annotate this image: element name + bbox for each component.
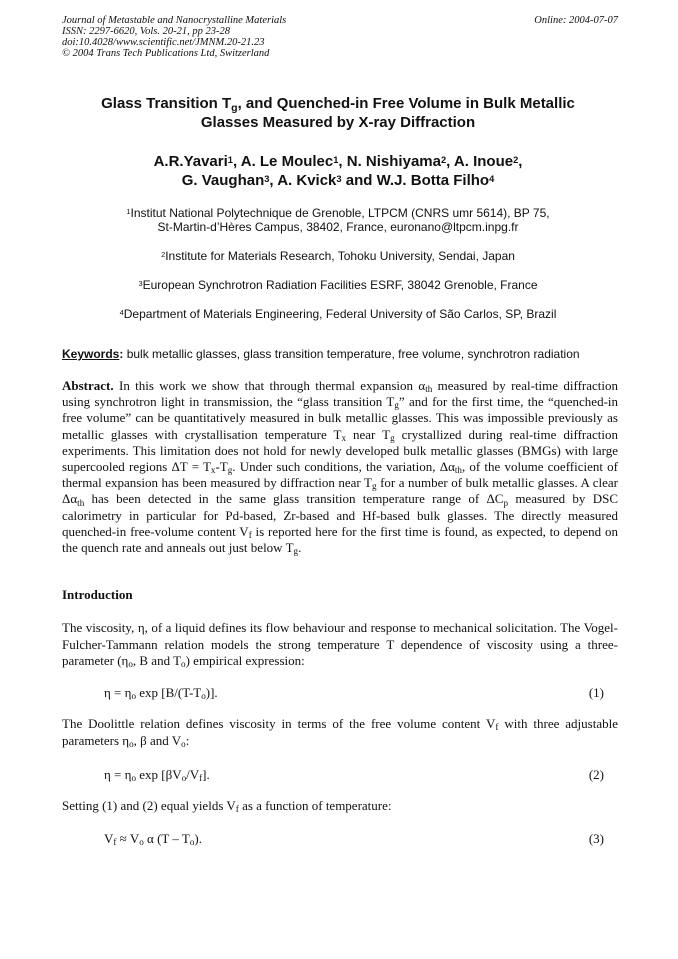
affiliation-4: $^4$Department of Materials Engineering, Federal University of São Carlos, SP, Brazil: [119, 307, 557, 321]
doi-line: doi:10.4028/www.scientific.net/JMNM.20-21.23: [62, 37, 265, 48]
keywords-label: Keywords: [62, 347, 120, 361]
abstract: Abstract. In this work we show that through thermal expansion $\alpha_{th}$ measured by real-time diffraction using synchrotron light in transmission, the “glass transition $T_g$” and for the first time, the “quenched-in free volume” can be quantitatively measured in bulk metallic glasses. This was impossible previously as metallic glasses with crystallisation temperature $T_x$ near $T_g$ crystallized during real-time diffraction experiments. This limitation does not hold for newly developed bulk metallic glasses (BMGs) with large supercooled regions $\Delta T = T_x-T_g$. Under such conditions, the variation, $\Delta\alpha_{th}$, of the volume coefficient of thermal expansion has been measured by diffraction near $T_g$ for a number of bulk metallic glasses. A clear $\Delta\alpha_{th}$ has been detected in the same glass transition temperature range of $\Delta C_p$ measured by DSC calorimetry in particular for Pd-based, Zr-based and Hf-based bulk glasses. The directly measured quenched-in free-volume content $V_f$ is reported here for the first time is found, as expected, to depend on the quench rate and anneals out just below $T_g$.: [62, 378, 619, 557]
equation-number: (3): [588, 831, 604, 846]
abstract-label: Abstract.: [62, 378, 114, 393]
affiliation-1: $^1$Institut National Polytechnique de Grenoble, LTPCM (CNRS umr 5614), BP 75, St-Martin-d’Hères Campus, 38402, France, euronano@ltpcm.inpg.fr: [126, 206, 550, 234]
keywords-text: bulk metallic glasses, glass transition temperature, free volume, synchrotron radiation: [123, 347, 580, 361]
journal-name: Journal of Metastable and Nanocrystalline Materials: [62, 15, 287, 26]
affiliation-3: $^3$European Synchrotron Radiation Facilities ESRF, 38042 Grenoble, France: [138, 278, 538, 292]
paper-title: Glass Transition $T_g$, and Quenched-in Free Volume in Bulk Metallic Glasses Measured by X-ray Diffraction: [101, 95, 575, 131]
section-heading-introduction: Introduction: [62, 587, 133, 602]
issn-line: ISSN: 2297-6620, Vols. 20-21, pp 23-28: [62, 26, 230, 37]
equation-number: (1): [588, 685, 604, 700]
affiliation-2: $^2$Institute for Materials Research, Tohoku University, Sendai, Japan: [161, 249, 515, 263]
equation-1: $\eta = \eta_o$ $\exp [B/(T-T_o)]$. (1): [104, 685, 604, 702]
equation-3: $V_f \approx V_o$ α $(T - T_o)$. (3): [104, 831, 604, 848]
intro-paragraph-2: The Doolittle relation defines viscosity in terms of the free volume content $V_f$ with three adjustable parameters $\eta_o$, β and $V_o$:: [62, 716, 618, 749]
author-list: A.R.Yavari$^1$, A. Le Moulec$^1$, N. Nishiyama$^2$, A. Inoue$^2$, G. Vaughan$^3$, A. Kvick$^3$ and W.J. Botta Filho$^4$: [153, 153, 523, 189]
copyright-line: © 2004 Trans Tech Publications Ltd, Switzerland: [62, 48, 270, 59]
equation-number: (2): [588, 767, 604, 782]
intro-paragraph-1: The viscosity, η, of a liquid defines its flow behaviour and response to mechanical solicitation. The Vogel-Fulcher-Tammann relation models the strong temperature T dependence of viscosity using a three-parameter ($\eta_o$, B and $T_o$) empirical expression:: [62, 620, 618, 670]
equation-2: $\eta = \eta_o$ $\exp [\beta V_o/V_f]$. (2): [104, 767, 604, 784]
journal-header: [62, 15, 618, 59]
keywords: Keywords: bulk metallic glasses, glass transition temperature, free volume, synchrotron radiation: [62, 347, 580, 361]
intro-paragraph-3: Setting (1) and (2) equal yields $V_f$ as a function of temperature:: [62, 798, 392, 815]
online-date: Online: 2004-07-07: [534, 15, 618, 26]
